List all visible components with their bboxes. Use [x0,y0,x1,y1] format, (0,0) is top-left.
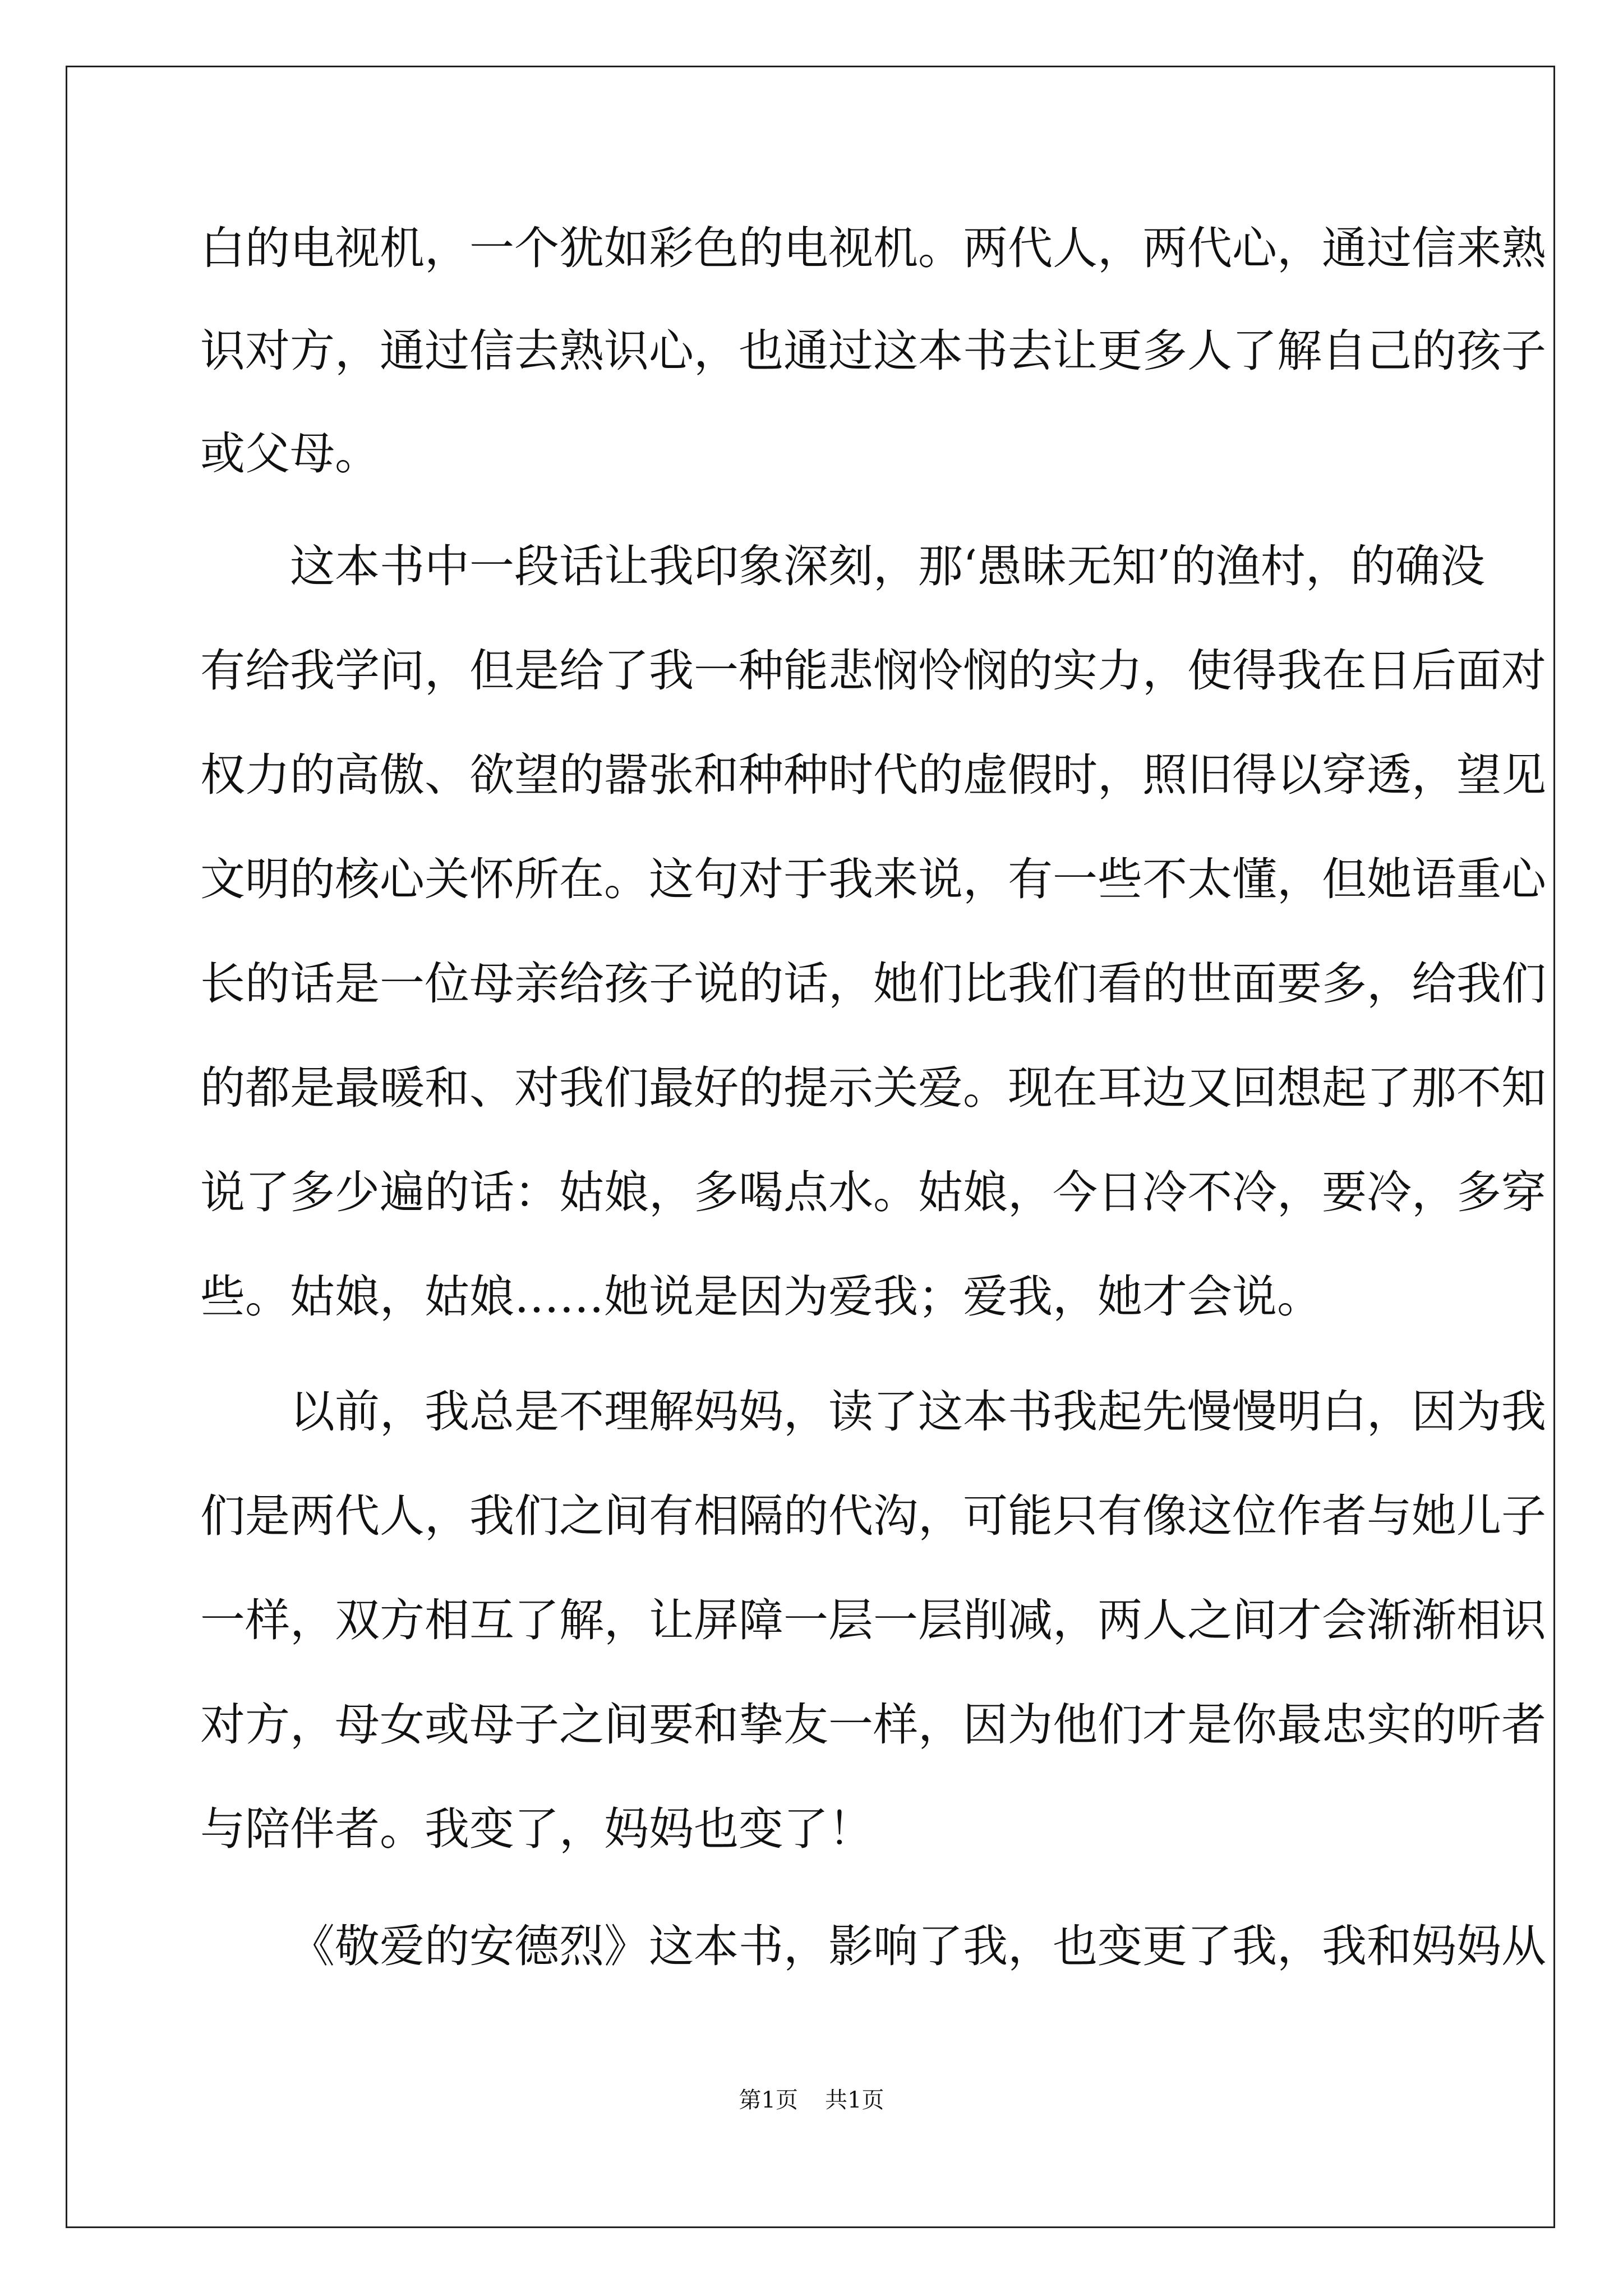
text-line: 识对方，通过信去熟识心，也通过这本书去让更多人了解自己的孩子 [200,325,1546,377]
text-line: 长的话是一位母亲给孩子说的话，她们比我们看的世面要多，给我们 [200,958,1546,1010]
page-border [66,66,1555,2228]
page-footer [0,2087,1623,2114]
text-line: 权力的高傲、欲望的嚣张和种种时代的虚假时，照旧得以穿透，望见 [200,749,1546,801]
text-line: 与陪伴者。我变了，妈妈也变了！ [200,1803,873,1855]
text-line: 些。姑娘，姑娘……她说是因为爱我；爱我，她才会说。 [200,1271,1322,1323]
text-line: 的都是最暖和、对我们最好的提示关爱。现在耳边又回想起了那不知 [200,1062,1546,1114]
text-line: 一样，双方相互了解，让屏障一层一层削减，两人之间才会渐渐相识 [200,1594,1546,1646]
page-number: 第1页 [739,2087,798,2113]
text-line: 对方，母女或母子之间要和挚友一样，因为他们才是你最忠实的听者 [200,1699,1546,1751]
text-line: 们是两代人，我们之间有相隔的代沟，可能只有像这位作者与她儿子 [200,1490,1546,1542]
text-line: 《敬爱的安德烈》这本书，影响了我，也变更了我，我和妈妈从 [290,1920,1546,1972]
text-line: 这本书中一段话让我印象深刻，那‘愚昧无知’的渔村，的确没 [290,540,1485,592]
text-line: 有给我学问，但是给了我一种能悲悯怜悯的实力，使得我在日后面对 [200,645,1546,697]
text-line: 文明的核心关怀所在。这句对于我来说，有一些不太懂，但她语重心 [200,853,1546,905]
text-line: 白的电视机，一个犹如彩色的电视机。两代人，两代心，通过信来熟 [200,222,1546,274]
text-line: 或父母。 [200,427,380,480]
text-line: 以前，我总是不理解妈妈，读了这本书我起先慢慢明白，因为我 [290,1386,1546,1438]
text-line: 说了多少遍的话：姑娘，多喝点水。姑娘，今日冷不冷，要冷，多穿 [200,1166,1546,1218]
page-total: 共1页 [825,2087,884,2113]
